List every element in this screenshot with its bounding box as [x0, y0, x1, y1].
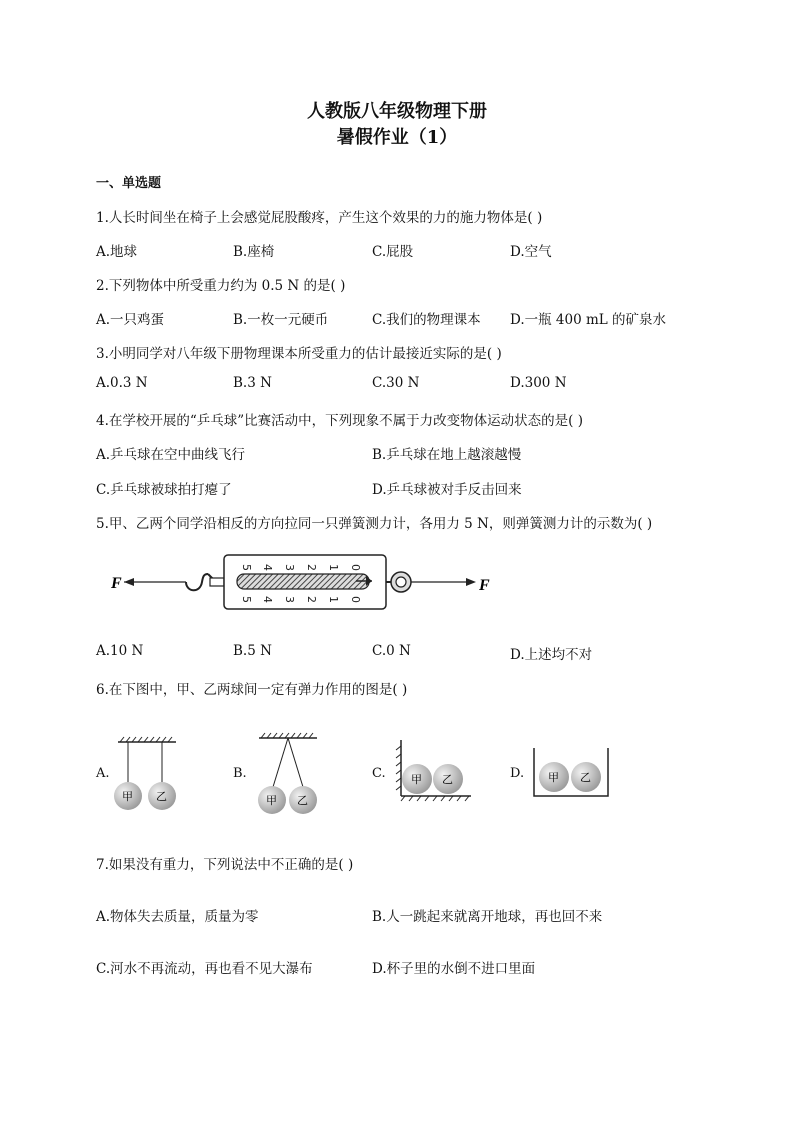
- q7-option-a: A.物体失去质量，质量为零: [96, 909, 259, 925]
- ball-jia-c: 甲: [411, 773, 422, 786]
- q1-option-d: D.空气: [510, 244, 552, 260]
- scale-number-bottom-4: 4: [261, 596, 274, 603]
- q4-option-c: C.乒乓球被球拍打瘪了: [96, 482, 232, 498]
- q3-option-a: A.0.3 N: [96, 375, 148, 391]
- q3-option-c: C.30 N: [372, 375, 420, 391]
- q5-option-c: C.0 N: [372, 643, 411, 659]
- q2-option-d: D.一瓶 400 mL 的矿泉水: [510, 312, 667, 328]
- q6-option-d: D.: [510, 766, 525, 781]
- figure-6d-container-balls: [530, 746, 612, 802]
- question-3-stem: 3.小明同学对八年级下册物理课本所受重力的估计最接近实际的是( ): [96, 346, 502, 362]
- q2-option-c: C.我们的物理课本: [372, 312, 481, 328]
- ball-yi-d: 乙: [580, 771, 591, 784]
- scale-number-bottom-0: 0: [349, 596, 362, 603]
- scale-number-top-2: 2: [305, 564, 318, 571]
- ball-yi-a: 乙: [156, 790, 167, 803]
- q1-option-b: B.座椅: [233, 244, 275, 260]
- scale-number-bottom-2: 2: [305, 596, 318, 603]
- q7-option-d: D.杯子里的水倒不进口里面: [372, 961, 536, 977]
- q6-option-c: C.: [372, 766, 386, 781]
- figure-6a-hanging-balls: [114, 736, 184, 816]
- q7-option-c: C.河水不再流动，再也看不见大瀑布: [96, 961, 313, 977]
- scale-number-top-1: 1: [327, 564, 340, 571]
- scale-number-bottom-1: 1: [327, 596, 340, 603]
- scale-number-top-3: 3: [283, 564, 296, 571]
- ball-yi-c: 乙: [442, 773, 453, 786]
- q7-option-b: B.人一跳起来就离开地球，再也回不来: [372, 909, 603, 925]
- q1-option-c: C.屁股: [372, 244, 414, 260]
- q2-option-b: B.一枚一元硬币: [233, 312, 329, 328]
- scale-number-top-0: 0: [349, 564, 362, 571]
- question-4-stem: 4.在学校开展的“乒乓球”比赛活动中，下列现象不属于力改变物体运动状态的是( ): [96, 413, 584, 429]
- figure-6b-hanging-balls-v: [255, 732, 325, 818]
- document-subtitle: 暑假作业（1）: [336, 127, 458, 148]
- scale-number-bottom-3: 3: [283, 596, 296, 603]
- figure-6c-corner-balls: [395, 738, 475, 804]
- q5-option-d: D.上述均不对: [510, 647, 593, 663]
- ball-jia-b: 甲: [266, 794, 277, 807]
- scale-number-top-4: 4: [261, 564, 274, 571]
- ball-yi-b: 乙: [297, 794, 308, 807]
- question-5-stem: 5.甲、乙两个同学沿相反的方向拉同一只弹簧测力计，各用力 5 N，则弹簧测力计的示数为( ): [96, 516, 653, 532]
- q4-option-a: A.乒乓球在空中曲线飞行: [96, 447, 246, 463]
- document-title: 人教版八年级物理下册: [307, 101, 487, 122]
- q1-option-a: A.地球: [96, 244, 138, 260]
- scale-number-top-5: 5: [240, 564, 253, 571]
- q4-option-d: D.乒乓球被对手反击回来: [372, 482, 522, 498]
- q5-option-b: B.5 N: [233, 643, 272, 659]
- q3-option-d: D.300 N: [510, 375, 567, 391]
- section-heading: 一、单选题: [96, 176, 162, 191]
- q2-option-a: A.一只鸡蛋: [96, 312, 165, 328]
- spring-scale-figure: [100, 548, 500, 628]
- question-7-stem: 7.如果没有重力，下列说法中不正确的是( ): [96, 857, 354, 873]
- scale-number-bottom-5: 5: [240, 596, 253, 603]
- ball-jia-d: 甲: [548, 771, 559, 784]
- q4-option-b: B.乒乓球在地上越滚越慢: [372, 447, 522, 463]
- q6-option-a: A.: [96, 766, 110, 781]
- q3-option-b: B.3 N: [233, 375, 272, 391]
- ball-jia-a: 甲: [122, 790, 133, 803]
- question-6-stem: 6.在下图中，甲、乙两球间一定有弹力作用的图是( ): [96, 682, 408, 698]
- q6-option-b: B.: [233, 766, 247, 781]
- question-1-stem: 1.人长时间坐在椅子上会感觉屁股酸疼，产生这个效果的力的施力物体是( ): [96, 210, 543, 226]
- right-force-label: F: [479, 577, 490, 594]
- left-force-label: F: [111, 575, 122, 592]
- q5-option-a: A.10 N: [96, 643, 144, 659]
- question-2-stem: 2.下列物体中所受重力约为 0.5 N 的是( ): [96, 278, 346, 294]
